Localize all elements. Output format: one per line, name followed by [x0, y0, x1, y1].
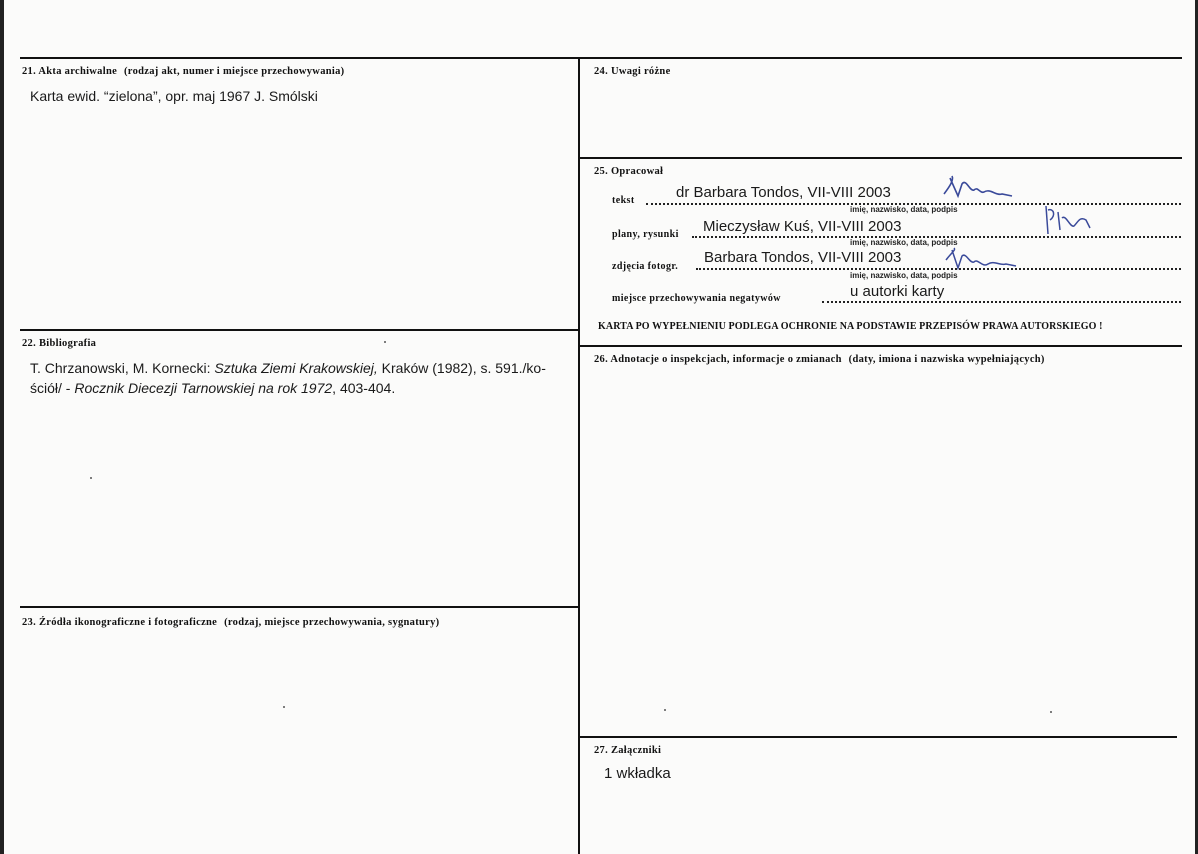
zdjecia-label: zdjęcia fotogr. — [612, 261, 679, 272]
section-22-content — [30, 358, 575, 398]
scan-speck — [1050, 711, 1052, 713]
top-rule — [20, 57, 1182, 59]
bibliography-subject: ściół/ - — [30, 380, 75, 396]
negatywy-label: miejsce przechowywania negatywów — [612, 293, 781, 304]
section-22-rule — [20, 329, 579, 331]
tekst-label: tekst — [612, 195, 635, 206]
bibliography-pages: , 403-404. — [332, 380, 396, 396]
plany-caption: imię, nazwisko, data, podpis — [850, 238, 958, 247]
zdjecia-value: Barbara Tondos, VII-VIII 2003 — [704, 249, 902, 266]
signature-zdjecia-image — [940, 246, 1020, 276]
section-27-rule — [579, 736, 1177, 738]
bibliography-place: Kraków (1982), s. 591./ko- — [377, 360, 546, 376]
section-21-content: Karta ewid. “zielona”, opr. maj 1967 J. Smólski — [30, 88, 318, 104]
copyright-notice: KARTA PO WYPEŁNIENIU PODLEGA OCHRONIE NA PODSTAWIE PRZEPISÓW PRAWA AUTORSKIEGO ! — [598, 321, 1103, 332]
signature-plany-image — [1040, 204, 1096, 240]
negatywy-dotted-line — [822, 301, 1181, 303]
section-21-note: (rodzaj akt, numer i miejsce przechowywania) — [124, 66, 345, 77]
section-23-title: 23. Źródła ikonograficzne i fotograficzne — [22, 617, 218, 628]
section-21-label — [22, 66, 344, 77]
section-23-label — [22, 617, 439, 628]
plany-label: plany, rysunki — [612, 229, 679, 240]
section-26-label — [594, 354, 1045, 365]
zdjecia-dotted-line — [696, 268, 1181, 270]
zdjecia-caption: imię, nazwisko, data, podpis — [850, 271, 958, 280]
scan-speck — [664, 709, 666, 711]
signature-tekst-image — [940, 174, 1020, 206]
scan-speck — [283, 706, 285, 708]
section-25-label: 25. Opracował — [594, 166, 664, 177]
bibliography-authors: T. Chrzanowski, M. Kornecki: — [30, 360, 215, 376]
section-22-label: 22. Bibliografia — [22, 338, 97, 349]
column-divider — [578, 57, 580, 854]
bibliography-title-1: Sztuka Ziemi Krakowskiej, — [214, 360, 378, 376]
plany-value: Mieczysław Kuś, VII-VIII 2003 — [703, 218, 902, 235]
bibliography-title-2: Rocznik Diecezji Tarnowskiej na rok 1972 — [74, 380, 333, 396]
section-21-title: 21. Akta archiwalne — [22, 66, 118, 77]
section-25-rule — [579, 157, 1182, 159]
section-24-label: 24. Uwagi różne — [594, 66, 671, 77]
tekst-caption: imię, nazwisko, data, podpis — [850, 205, 958, 214]
scan-speck — [90, 477, 92, 479]
section-23-rule — [20, 606, 579, 608]
section-23-note: (rodzaj, miejsce przechowywania, sygnatury) — [224, 617, 440, 628]
section-26-title: 26. Adnotacje o inspekcjach, informacje o zmianach — [594, 354, 842, 365]
negatywy-value: u autorki karty — [850, 283, 945, 300]
scan-edge-left — [0, 0, 4, 854]
section-27-label: 27. Załączniki — [594, 745, 662, 756]
section-27-content: 1 wkładka — [604, 765, 671, 782]
section-26-rule — [579, 345, 1182, 347]
section-26-note: (daty, imiona i nazwiska wypełniających) — [848, 354, 1045, 365]
tekst-value: dr Barbara Tondos, VII-VIII 2003 — [676, 184, 891, 201]
scan-speck — [384, 341, 386, 343]
